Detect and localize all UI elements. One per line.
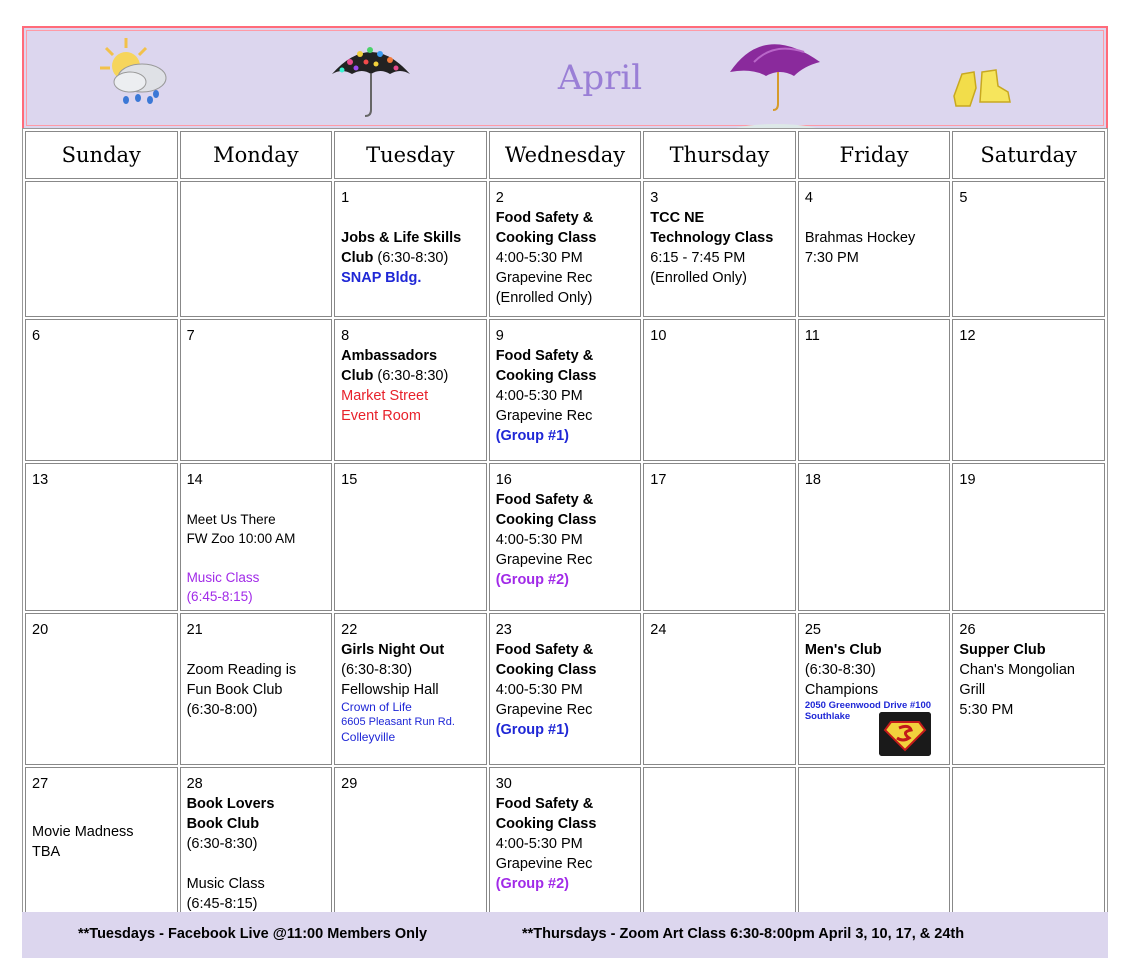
day-number: 7 (186, 328, 195, 344)
event-time: (6:30-8:30) (186, 836, 258, 852)
day-number: 9 (495, 328, 504, 344)
day-cell (180, 319, 333, 461)
weekday-tuesday: Tuesday (334, 131, 487, 179)
event-title: Club (341, 250, 374, 266)
event-title: Music Class (186, 570, 260, 585)
day-cell (952, 181, 1105, 317)
day-cell (952, 319, 1105, 461)
event-city: Southlake (804, 711, 851, 722)
event-location: Chan's Mongolian (959, 662, 1075, 678)
event-address: 2050 Greenwood Drive #100 (804, 700, 932, 711)
event-location: Grapevine Rec (495, 408, 593, 424)
day-cell (798, 181, 951, 317)
day-number: 26 (959, 622, 976, 638)
day-number: 5 (959, 190, 968, 206)
day-cell (334, 613, 487, 765)
event-city: Colleyville (341, 730, 396, 744)
day-cell (952, 463, 1105, 611)
day-number: 28 (186, 776, 203, 792)
day-cell (25, 463, 178, 611)
event-group: (Group #2) (495, 572, 569, 588)
event-note: (Enrolled Only) (495, 290, 593, 306)
event-location: Grapevine Rec (495, 552, 593, 568)
event-title: Cooking Class (495, 230, 597, 246)
event-location: Market Street (341, 388, 429, 404)
weekday-header-row (25, 131, 1105, 179)
week-row-4 (25, 613, 1105, 765)
event-title: Brahmas Hockey (804, 230, 916, 246)
day-cell (798, 463, 951, 611)
day-number: 15 (341, 472, 358, 488)
event-address: 6605 Pleasant Run Rd. (341, 716, 455, 728)
confetti-umbrella-icon (330, 38, 412, 118)
event-location: Event Room (341, 408, 421, 424)
event-title: Club (341, 368, 374, 384)
day-number: 24 (650, 622, 667, 638)
event-location: Fellowship Hall (341, 682, 439, 698)
day-cell (25, 613, 178, 765)
event-group: (Group #1) (495, 428, 569, 444)
event-time: TBA (32, 844, 61, 860)
event-title: Men's Club (804, 642, 882, 658)
day-cell (798, 613, 951, 765)
event-time: 4:00-5:30 PM (495, 250, 583, 266)
event-title: Movie Madness (32, 824, 134, 840)
day-number: 27 (32, 776, 49, 792)
event-time: (6:45-8:15) (186, 896, 258, 912)
event-time: (6:30-8:00) (186, 702, 258, 718)
day-number: 19 (959, 472, 976, 488)
day-cell (180, 463, 333, 611)
event-time: 4:00-5:30 PM (495, 532, 583, 548)
day-number: 20 (32, 622, 49, 638)
event-time: 5:30 PM (959, 702, 1014, 718)
day-cell (334, 767, 487, 919)
event-location: Grapevine Rec (495, 270, 593, 286)
event-time: 4:00-5:30 PM (495, 836, 583, 852)
event-title: Cooking Class (495, 368, 597, 384)
event-title: TCC NE (650, 210, 705, 226)
event-title: Music Class (186, 876, 265, 892)
weekday-wednesday: Wednesday (489, 131, 642, 179)
day-number: 17 (650, 472, 667, 488)
event-title: Fun Book Club (186, 682, 283, 698)
weekday-saturday: Saturday (952, 131, 1105, 179)
week-row-2 (25, 319, 1105, 461)
event-title: Technology Class (650, 230, 774, 246)
event-title: Cooking Class (495, 512, 597, 528)
event-location: Grapevine Rec (495, 856, 593, 872)
event-time: (6:30-8:30) (373, 250, 449, 266)
event-title: Food Safety & (495, 492, 594, 508)
day-cell (643, 613, 796, 765)
day-number: 13 (32, 472, 49, 488)
day-cell (643, 181, 796, 317)
day-cell (180, 613, 333, 765)
day-cell (489, 181, 642, 317)
event-line (341, 366, 482, 386)
event-line (341, 248, 482, 268)
day-number: 16 (495, 472, 512, 488)
day-number: 18 (804, 472, 821, 488)
day-cell (334, 181, 487, 317)
month-title: April (557, 58, 643, 98)
event-title: Food Safety & (495, 348, 594, 364)
month-banner (22, 26, 1108, 130)
day-cell (25, 767, 178, 919)
day-cell (643, 319, 796, 461)
rain-boots-icon (948, 66, 1014, 112)
day-cell (334, 319, 487, 461)
event-location: Crown of Life (341, 700, 412, 714)
weekday-thursday: Thursday (643, 131, 796, 179)
event-location: Grapevine Rec (495, 702, 593, 718)
day-cell (643, 767, 796, 919)
day-number: 29 (341, 776, 358, 792)
event-title: Cooking Class (495, 816, 597, 832)
event-time: 4:00-5:30 PM (495, 682, 583, 698)
day-number: 1 (341, 190, 350, 206)
superman-club-logo-icon (879, 712, 931, 756)
event-time: 7:30 PM (804, 250, 859, 266)
event-group: (Group #2) (495, 876, 569, 892)
day-number: 3 (650, 190, 659, 206)
event-location: Grill (959, 682, 986, 698)
event-location: SNAP Bldg. (341, 270, 422, 286)
day-cell (798, 319, 951, 461)
day-cell (643, 463, 796, 611)
calendar-grid (22, 128, 1108, 922)
day-number: 14 (186, 472, 203, 488)
day-number: 8 (341, 328, 350, 344)
event-note: (Enrolled Only) (650, 270, 747, 286)
event-time: (6:30-8:30) (804, 662, 876, 678)
day-cell (489, 767, 642, 919)
event-title: Food Safety & (495, 642, 594, 658)
day-number: 10 (650, 328, 667, 344)
event-time: (6:30-8:30) (373, 368, 449, 384)
day-cell (334, 463, 487, 611)
day-number: 6 (32, 328, 41, 344)
footer-note-thursdays: **Thursdays - Zoom Art Class 6:30-8:00pm April 3, 10, 17, & 24th (522, 926, 965, 942)
event-title: Book Club (186, 816, 260, 832)
footer-notes (22, 912, 1108, 958)
day-cell (180, 181, 333, 317)
event-title: Girls Night Out (341, 642, 445, 658)
day-number: 11 (804, 328, 820, 344)
event-time: (6:30-8:30) (341, 662, 413, 678)
event-title: Supper Club (959, 642, 1046, 658)
footer-note-tuesdays: **Tuesdays - Facebook Live @11:00 Members Only (78, 926, 428, 942)
day-cell (489, 613, 642, 765)
event-title: Cooking Class (495, 662, 597, 678)
day-cell (25, 181, 178, 317)
weekday-monday: Monday (180, 131, 333, 179)
day-number: 4 (804, 190, 813, 206)
event-title: Meet Us There (186, 512, 276, 527)
event-title: Ambassadors (341, 348, 438, 364)
event-time: 4:00-5:30 PM (495, 388, 583, 404)
day-number: 22 (341, 622, 358, 638)
event-title: Zoom Reading is (186, 662, 297, 678)
event-group: (Group #1) (495, 722, 569, 738)
event-time: (6:45-8:15) (186, 589, 253, 604)
day-cell (25, 319, 178, 461)
sun-cloud-rain-icon (96, 36, 176, 108)
day-cell (489, 463, 642, 611)
day-cell (180, 767, 333, 919)
week-row-3 (25, 463, 1105, 611)
event-title: Jobs & Life Skills (341, 230, 462, 246)
week-row-1 (25, 181, 1105, 317)
event-title: Food Safety & (495, 210, 594, 226)
event-location: Champions (804, 682, 879, 698)
week-row-5 (25, 767, 1105, 919)
day-number: 2 (495, 190, 504, 206)
day-cell (952, 613, 1105, 765)
day-cell (952, 767, 1105, 919)
weekday-friday: Friday (798, 131, 951, 179)
event-title: Book Lovers (186, 796, 275, 812)
weekday-sunday: Sunday (25, 131, 178, 179)
event-title: Food Safety & (495, 796, 594, 812)
day-cell (489, 319, 642, 461)
day-number: 21 (186, 622, 203, 638)
day-number: 12 (959, 328, 976, 344)
day-cell (798, 767, 951, 919)
day-number: 23 (495, 622, 512, 638)
day-number: 25 (804, 622, 821, 638)
day-number: 30 (495, 776, 512, 792)
event-time: FW Zoo 10:00 AM (186, 531, 296, 546)
event-time: 6:15 - 7:45 PM (650, 250, 746, 266)
